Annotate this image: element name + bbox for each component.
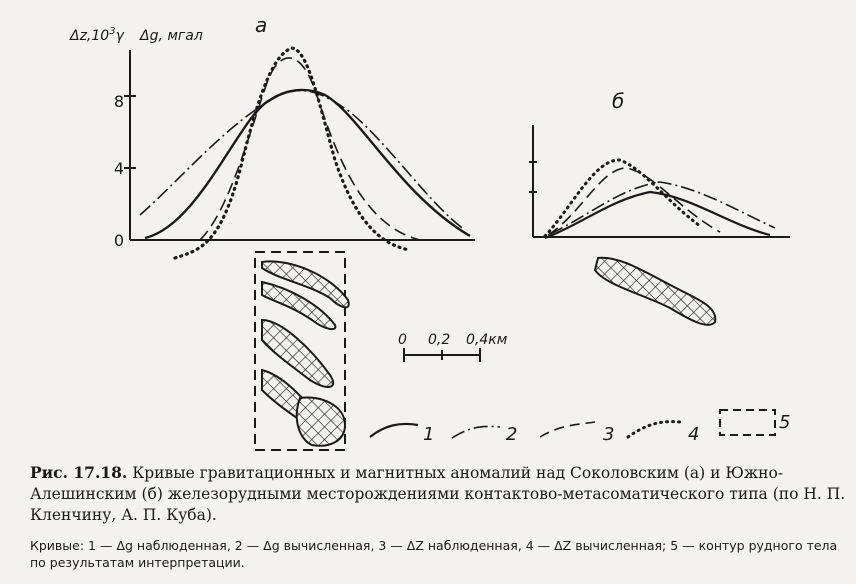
panel-b-ore-body [595,258,715,325]
scale-label-1: 0,2 [428,332,451,348]
legend-label-2: 2 [506,424,518,445]
panel-a-tick-4: 4 [113,159,125,178]
panel-a-axes [124,50,475,240]
panel-a-dz-exp: 3 [109,26,116,37]
panel-a-curves [140,48,470,258]
scale-label-0: 0 [398,332,407,348]
legend-label-4: 4 [688,424,700,445]
panel-a-label: а [255,13,268,37]
curves-legend-text: Кривые: 1 — Δg наблюденная, 2 — Δg вычисленная, 3 — ΔZ наблюденная, 4 — ΔZ вычисленная; 5 — контур рудного тела по результатам интерпретации. [30,538,838,570]
legend-label-5: 5 [779,412,791,433]
panel-b-curve-1 [545,192,770,238]
legend-line-1 [370,424,418,437]
scale-label-2: 0,4км [466,332,508,348]
panel-a-ore-body [255,252,349,450]
panel-b-label: б [612,89,625,113]
legend-line-4 [628,422,680,437]
legend-line-2 [452,426,500,438]
figure-caption [30,462,846,526]
panel-b-curves [545,160,775,238]
panel-a-dz-label: Δz,10 [70,28,110,44]
legend-label-3: 3 [603,424,615,445]
ore-lens-5 [297,397,345,445]
panel-a-dz-unit: γ [115,28,124,44]
panel-a-dz-axis-label [69,26,125,44]
scale-bar [398,332,508,362]
panel-b-axes [529,125,790,237]
legend-label-1: 1 [423,424,435,445]
legend-box-5 [720,410,775,435]
figure-number: Рис. 17.18. [30,463,128,482]
panel-a-tick-0: 0 [113,231,125,250]
panel-a-curve-4 [175,48,410,258]
figure-caption-text: Кривые гравитационных и магнитных аномалий над Соколовским (а) и Южно-Алешинским (б) железорудными месторождениями контактово-метасоматического типа (по Н. П. Кленчину, А. П. Куба). [30,464,846,524]
panel-a-tick-8: 8 [113,92,125,111]
panel-a-dg-axis-label: Δg, мгал [140,28,203,44]
legend-line-3 [540,422,595,437]
